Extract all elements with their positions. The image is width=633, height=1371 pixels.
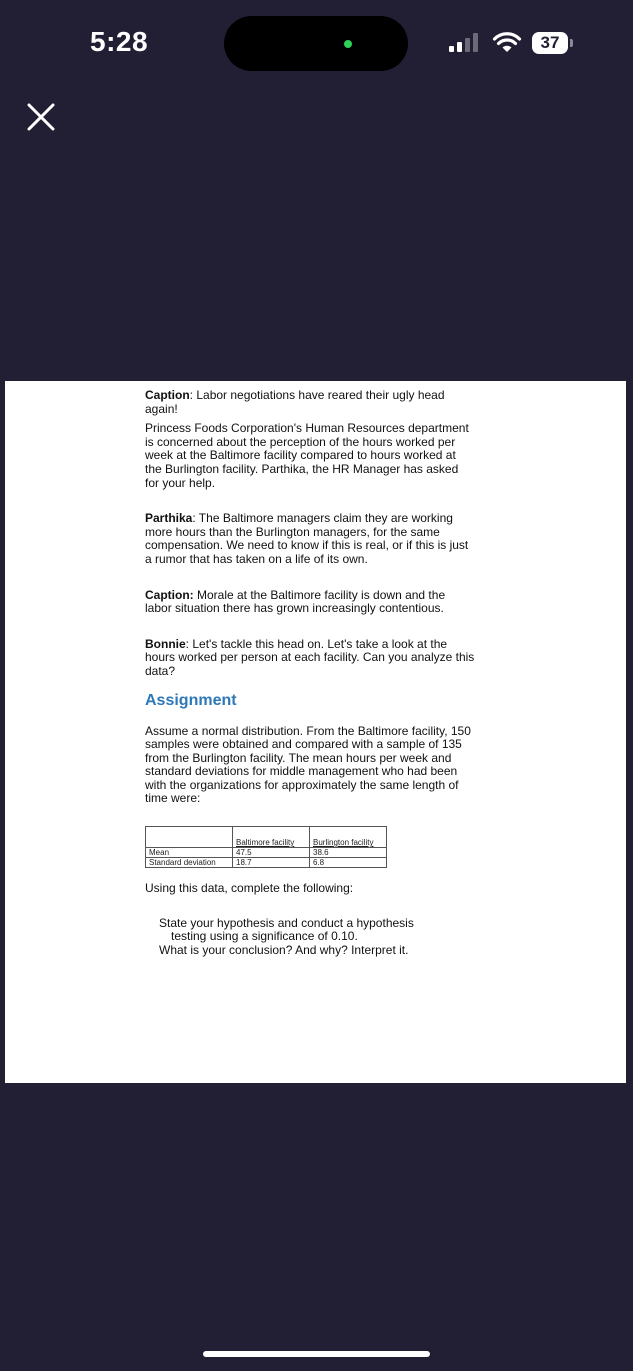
instructions-paragraph: Using this data, complete the following: bbox=[145, 881, 354, 896]
list-item-continuation: testing using a significance of 0.10. bbox=[171, 929, 358, 944]
parthika-paragraph: Parthika: The Baltimore managers claim they are working more hours than the Burlington managers, for the same compensation. We need to know if this is real, or if this is just a rumor that has taken on a life of its own. bbox=[145, 511, 469, 566]
close-icon[interactable] bbox=[22, 98, 60, 136]
task-list bbox=[145, 917, 475, 958]
assignment-paragraph: Assume a normal distribution. From the Baltimore facility, 150 samples were obtained and compared with a sample of 135 from the Burlington facility. The mean hours per week and standard deviations for middle management who had been with the organizations for approximately the same length of time were: bbox=[145, 723, 471, 806]
dynamic-island bbox=[224, 16, 408, 71]
table-row: Mean 47.5 38.6 bbox=[146, 848, 387, 858]
document-image[interactable] bbox=[5, 381, 626, 1083]
battery-level: 37 bbox=[532, 32, 568, 54]
wifi-icon bbox=[492, 30, 522, 54]
camera-indicator-dot bbox=[344, 40, 352, 48]
table-header-baltimore: Baltimore facility bbox=[233, 827, 310, 848]
morale-caption-paragraph: Caption: Morale at the Baltimore facility is down and the labor situation there has grown increasingly contentious. bbox=[145, 587, 446, 616]
list-item: What is your conclusion? And why? Interpret it. bbox=[159, 942, 409, 957]
intro-paragraph: Princess Foods Corporation's Human Resources department is concerned about the perception of the hours worked per week at the Baltimore facility compared to hours worked at the Burlington facility. Parthika, the HR Manager has asked for your help. bbox=[145, 421, 469, 490]
status-time: 5:28 bbox=[90, 26, 149, 57]
document-content bbox=[145, 389, 475, 957]
table-row: Standard deviation 18.7 6.8 bbox=[146, 858, 387, 868]
bonnie-paragraph: Bonnie: Let's tackle this head on. Let's take a look at the hours worked per person at each facility. Can you analyze this data? bbox=[145, 636, 475, 678]
table-header-burlington: Burlington facility bbox=[310, 827, 387, 848]
home-indicator[interactable] bbox=[203, 1351, 430, 1357]
cellular-signal-icon bbox=[449, 32, 483, 52]
battery-icon bbox=[532, 32, 572, 54]
data-table bbox=[145, 826, 387, 868]
status-bar bbox=[0, 0, 633, 90]
caption-paragraph: Caption: Labor negotiations have reared their ugly head again! bbox=[145, 388, 445, 416]
assignment-heading: Assignment bbox=[145, 691, 237, 709]
list-item: State your hypothesis and conduct a hypothesis bbox=[159, 915, 414, 930]
